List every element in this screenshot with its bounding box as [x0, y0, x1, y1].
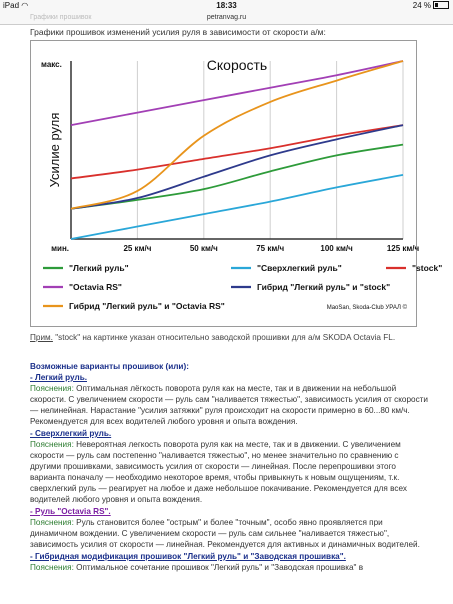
variant-item [30, 551, 430, 573]
y-top-label: макс. [41, 60, 62, 69]
series-line [71, 175, 403, 239]
variant-description: Пояснения: Руль становится более "острым" и более "точным", особо явно проявляется при динамичном вождении. С увеличением скорости — руль сам сильнее "наливается тяжестью", зависимость усилия от скорости — линейная. Рекомендуется для активных и динамичных водителей. [30, 518, 420, 549]
variant-link-light[interactable]: - Легкий руль. [30, 373, 87, 382]
variants-title: Возможные варианты прошивок (или): [30, 362, 189, 371]
legend-label: "Octavia RS" [69, 282, 122, 292]
explanation-label: Пояснения: [30, 440, 74, 449]
url-text: petranvag.ru [206, 14, 247, 21]
x-tick-label: 125 км/ч [386, 244, 420, 253]
variant-description: Пояснения: Оптимальное сочетание прошивок "Легкий руль" и "Заводская прошивка" в [30, 563, 364, 572]
explanation-label: Пояснения: [30, 563, 74, 572]
x-tick-label: мин. [51, 244, 69, 253]
variant-title [30, 428, 430, 439]
x-tick-label: 100 км/ч [320, 244, 353, 253]
chart-title: Скорость [206, 57, 268, 73]
chart-note [30, 332, 430, 343]
variant-title [30, 506, 430, 517]
variant-link-superlight[interactable]: - Сверхлегкий руль. [30, 429, 112, 438]
variant-title [30, 551, 430, 562]
chart-svg [31, 41, 443, 326]
clock: 18:33 [216, 1, 237, 10]
battery-icon [433, 1, 449, 9]
device-label: iPad ◠ [3, 1, 29, 10]
variant-item [30, 372, 430, 427]
variant-link-hybrid[interactable]: - Гибридная модификация прошивок "Легкий руль" и "Заводская прошивка". [30, 552, 346, 561]
variant-title [30, 372, 430, 383]
note-prefix: Прим. [30, 333, 53, 342]
x-tick-label: 25 км/ч [123, 244, 152, 253]
x-tick-label: 50 км/ч [189, 244, 218, 253]
chart-credit: MaoSan, Skoda-Club УРАЛ © [326, 305, 407, 311]
legend-label: Гибрид "Легкий руль" и "Octavia RS" [69, 301, 225, 311]
legend-label: "Сверхлегкий руль" [257, 263, 342, 273]
variant-item [30, 428, 430, 505]
variant-item [30, 506, 430, 550]
explanation-label: Пояснения: [30, 518, 74, 527]
note-text: "stock" на картинке указан относительно заводской прошивки для а/м SKODA Octavia FL. [52, 333, 396, 342]
variant-link-rs[interactable]: - Руль "Octavia RS". [30, 507, 111, 516]
explanation-label: Пояснения: [30, 384, 74, 393]
legend-label: "Легкий руль" [69, 263, 129, 273]
article-caption: Графики прошивок изменений усилия руля в зависимости от скорости а/м: [30, 27, 326, 37]
force-speed-chart [30, 40, 443, 327]
address-bar[interactable] [0, 12, 453, 25]
battery-status: 24 % [413, 0, 449, 12]
x-tick-label: 75 км/ч [256, 244, 285, 253]
legend-label: "stock" [412, 263, 443, 273]
legend-label: Гибрид "Легкий руль" и "stock" [257, 282, 391, 292]
variant-description: Пояснения: Оптимальная лёгкость поворота руля как на месте, так и в движении на небольшой скорости. С увеличением скорости — руль сам "наливается тяжестью", зависимость усилия от скорости — нелинейная. Нарастание "усилия затяжки" руля происходит на скорости примерно в 60...80 км/ч. Рекомендуется для всех водителей любого уровня и опыта вождения. [30, 384, 429, 426]
y-axis-label: Усилие руля [47, 112, 62, 188]
variant-description: Пояснения: Невероятная легкость поворота руля как на месте, так и в движении. С увеличением скорости — руль сам постепенно "наливается тяжестью", но менее значительно по сравнению с другими прошивками, зависимость усилия от скорости — линейная. После перепрошивки этого варианта поначалу — необходимо некоторое время, чтобы привыкнуть к новым ощущениям, т.к. сверхлегкий руль — реагирует на любое и даже небольшое покачивание. Рекомендуется для всех водителей любого уровня и опыта вождения. [30, 440, 407, 504]
series-line [71, 125, 403, 209]
wifi-icon: ◠ [21, 1, 29, 10]
status-bar [0, 0, 453, 12]
article [30, 26, 443, 574]
faded-tab-title: Графики прошивок [30, 14, 92, 21]
